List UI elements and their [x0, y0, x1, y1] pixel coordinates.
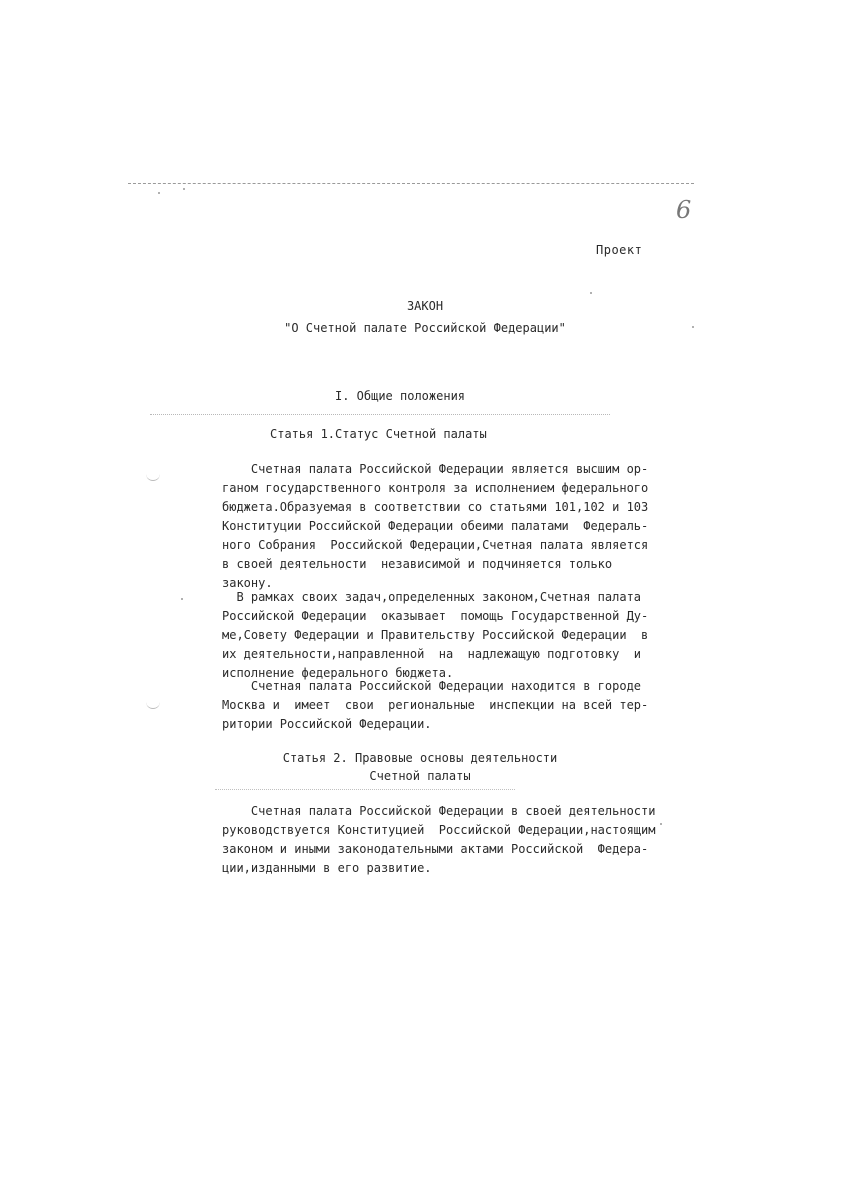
scan-artifact-line [215, 789, 515, 790]
scan-artifact-line [150, 414, 610, 415]
law-title: ЗАКОН [406, 299, 444, 313]
text-line: Конституции Российской Федерации обеими палатами Федераль- [222, 519, 649, 533]
text-line: Счетная палата Российской Федерации является высшим ор- [222, 462, 649, 476]
text-line: исполнение федерального бюджета. [222, 666, 454, 680]
section-heading: I. Общие положения [334, 389, 466, 403]
text-line: ганом государственного контроля за исполнением федерального [222, 481, 649, 495]
scan-speck [660, 823, 662, 825]
article-1-heading: Статья 1.Статус Счетной палаты [270, 427, 487, 441]
text-line: Российской Федерации оказывает помощь Государственной Ду- [222, 609, 649, 623]
text-line: В рамках своих задач,определенных законом,Счетная палата [222, 590, 642, 604]
handwritten-page-number: 6 [676, 196, 692, 224]
article-1-paragraph-3 [222, 677, 649, 734]
article-2-paragraph-1 [222, 802, 656, 878]
text-line: бюджета.Образуемая в соответствии со статьями 101,102 и 103 [222, 500, 649, 514]
scan-speck [158, 192, 160, 194]
text-line: Счетная палата Российской Федерации в своей деятельности [222, 804, 656, 818]
draft-label: Проект [596, 243, 643, 257]
text-line: руководствуется Конституцией Российской Федерации,настоящим [222, 823, 656, 837]
article-2-heading-line-2: Счетной палаты [369, 769, 471, 783]
text-line: законом и иными законодательными актами Российской Федера- [222, 842, 649, 856]
article-2-heading-line-1: Статья 2. Правовые основы деятельности [282, 751, 558, 765]
text-line: закону. [222, 576, 273, 590]
law-title-block [200, 295, 650, 339]
article-2-heading [210, 749, 630, 785]
text-line: их деятельности,направленной на надлежащую подготовку и [222, 647, 642, 661]
article-1-paragraph-2 [222, 588, 649, 683]
text-line: в своей деятельности независимой и подчиняется только [222, 557, 613, 571]
scan-artifact-line [128, 183, 694, 184]
text-line: ции,изданными в его развитие. [222, 861, 432, 875]
text-line: ного Собрания Российской Федерации,Счетная палата является [222, 538, 649, 552]
punch-hole-mark [146, 698, 160, 709]
article-1-paragraph-1 [222, 460, 649, 593]
punch-hole-mark [146, 470, 160, 481]
text-line: Счетная палата Российской Федерации находится в городе [222, 679, 642, 693]
text-line: ме,Совету Федерации и Правительству Российской Федерации в [222, 628, 649, 642]
text-line: Москва и имеет свои региональные инспекции на всей тер- [222, 698, 649, 712]
scan-speck [590, 292, 592, 294]
law-subtitle: "О Счетной палате Российской Федерации" [284, 321, 566, 335]
text-line: ритории Российской Федерации. [222, 717, 432, 731]
scan-speck [181, 598, 183, 600]
scan-speck [183, 188, 185, 190]
scan-speck [692, 326, 694, 328]
